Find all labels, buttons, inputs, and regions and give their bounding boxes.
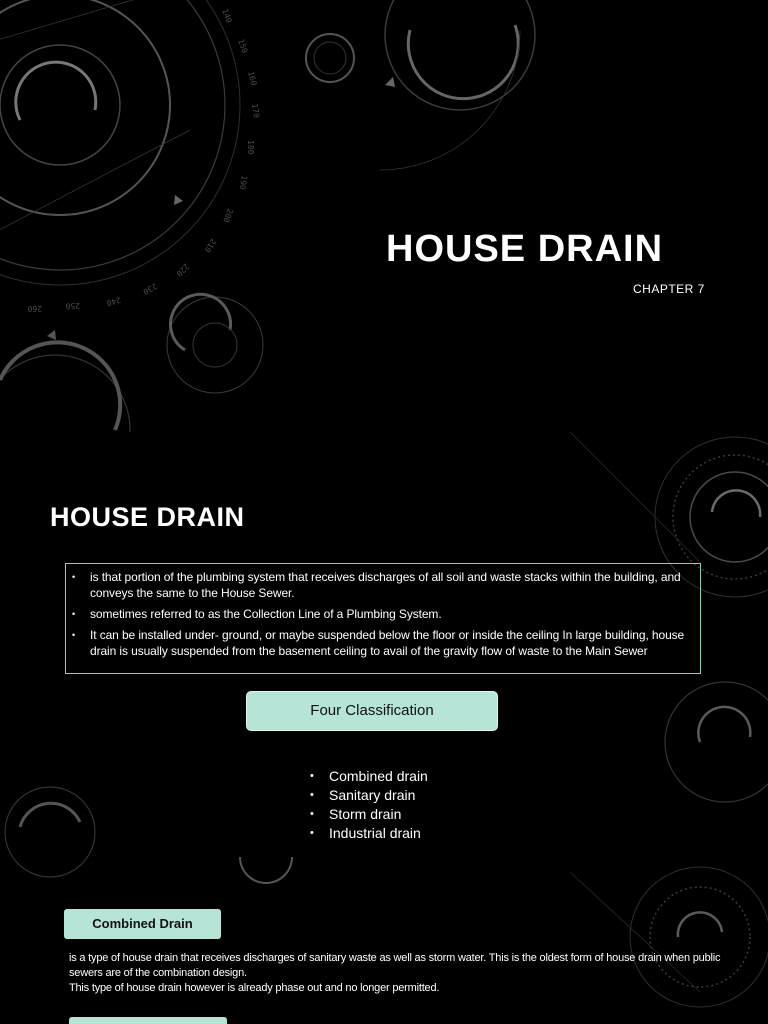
dial-number: 170 bbox=[250, 103, 261, 119]
bullet-icon: • bbox=[310, 808, 314, 820]
definition-box bbox=[65, 563, 701, 674]
dial-number: 240 bbox=[105, 295, 122, 308]
dial-number: 250 bbox=[65, 301, 81, 311]
next-section-label bbox=[69, 1017, 227, 1024]
four-classification-label: Four Classification bbox=[246, 691, 498, 731]
list-item bbox=[310, 767, 428, 786]
list-item bbox=[310, 786, 428, 805]
definition-list bbox=[72, 569, 692, 659]
definition-item bbox=[72, 606, 692, 622]
section-title: HOUSE DRAIN bbox=[50, 502, 245, 532]
definition-text: sometimes referred to as the Collection Line of a Plumbing System. bbox=[90, 607, 442, 621]
paragraph: This type of house drain however is already phase out and no longer permitted. bbox=[69, 982, 440, 994]
definition-text: is that portion of the plumbing system that receives discharges of all soil and waste stacks within the building, and conveys the same to the House Sewer. bbox=[90, 570, 681, 600]
content-slide bbox=[0, 432, 768, 1024]
bullet-icon: • bbox=[72, 609, 76, 619]
chapter-label: CHAPTER 7 bbox=[633, 282, 705, 296]
dial-number: 160 bbox=[246, 70, 259, 87]
classification-text: Industrial drain bbox=[329, 825, 421, 841]
paragraph: is a type of house drain that receives discharges of sanitary waste as well as storm water. This is the oldest form of house drain when public sewers are of the combination design. bbox=[69, 952, 721, 979]
dial-number: 190 bbox=[237, 174, 249, 191]
classification-text: Storm drain bbox=[329, 806, 402, 822]
dial-number: 150 bbox=[236, 37, 250, 55]
dial-number: 140 bbox=[220, 7, 234, 25]
classification-list bbox=[310, 767, 428, 843]
definition-item bbox=[72, 569, 692, 601]
bullet-icon: • bbox=[310, 789, 314, 801]
dial-number: 180 bbox=[246, 140, 255, 155]
classification-text: Combined drain bbox=[329, 768, 428, 784]
dial-number: 200 bbox=[221, 207, 235, 224]
dial-number: 220 bbox=[174, 261, 191, 279]
combined-drain-description bbox=[69, 951, 729, 996]
definition-item bbox=[72, 627, 692, 659]
title-slide bbox=[0, 0, 768, 432]
dial-number: 230 bbox=[141, 281, 159, 297]
slide-title: HOUSE DRAIN bbox=[386, 228, 664, 270]
bullet-icon: • bbox=[72, 630, 76, 640]
dial-number: 260 bbox=[27, 304, 42, 313]
definition-text: It can be installed under- ground, or maybe suspended below the floor or inside the ceiling In large building, house drain is usually suspended from the basement ceiling to avail of the gravity flow of waste to the Main Sewer bbox=[90, 628, 685, 658]
bullet-icon: • bbox=[72, 572, 76, 582]
classification-text: Sanitary drain bbox=[329, 787, 416, 803]
dial-number: 210 bbox=[202, 236, 218, 254]
list-item bbox=[310, 824, 428, 843]
gear-dial-decoration bbox=[0, 0, 768, 432]
bullet-icon: • bbox=[310, 827, 314, 839]
bullet-icon: • bbox=[310, 770, 314, 782]
list-item bbox=[310, 805, 428, 824]
combined-drain-label: Combined Drain bbox=[64, 909, 221, 939]
